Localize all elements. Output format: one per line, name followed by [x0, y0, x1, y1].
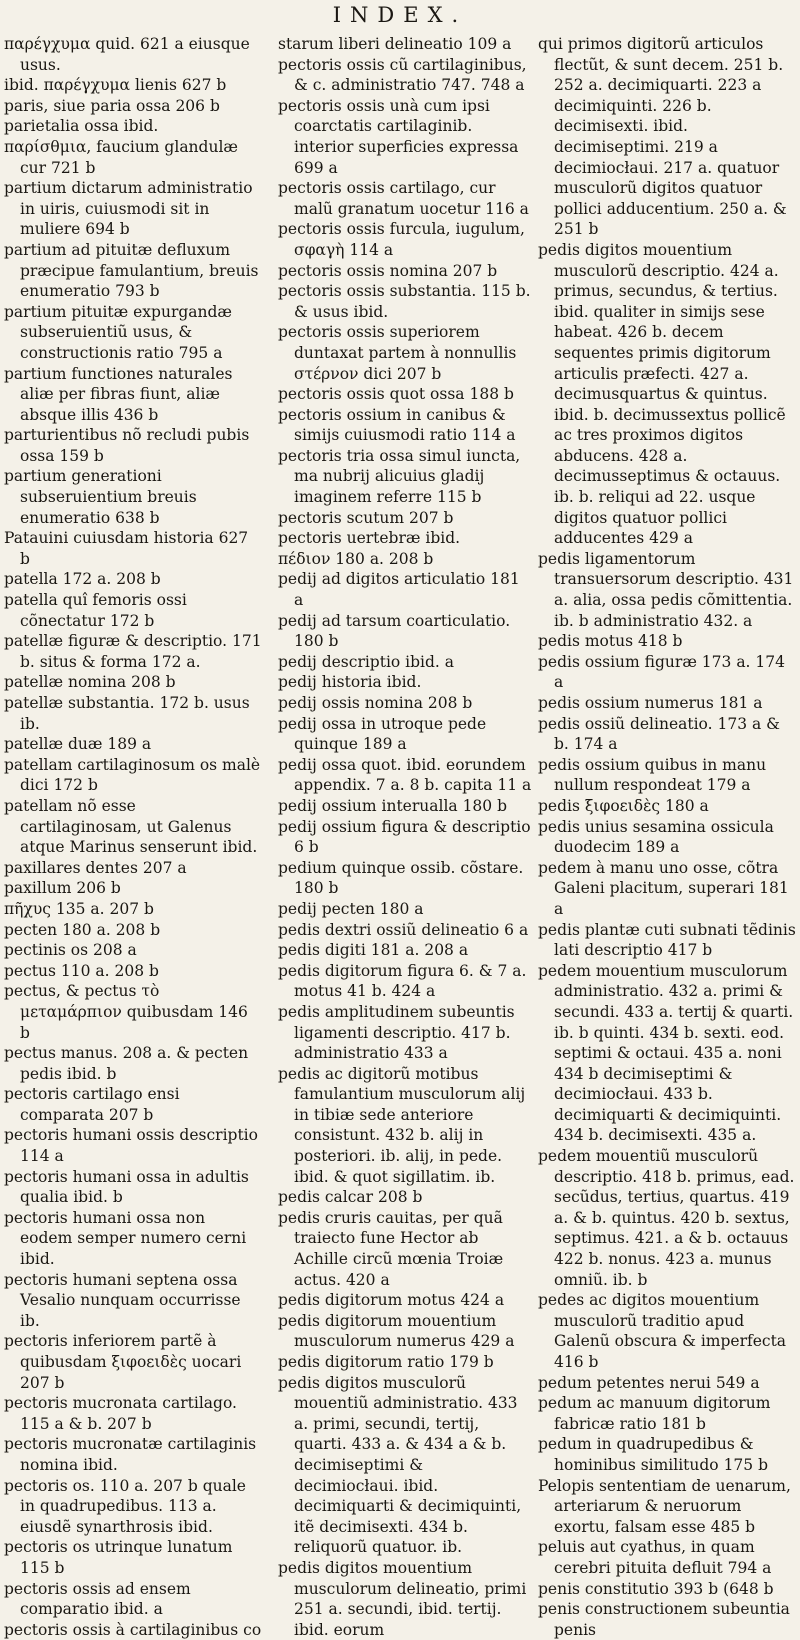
index-entry: pedium quinque ossib. cõstare. 180 b: [278, 858, 524, 898]
index-entry: pectoris ossis ad ensem comparatio ibid. a: [4, 1579, 191, 1619]
index-entry: pectoris humani septena ossa Vesalio nunquam occurrisse ib.: [4, 1270, 241, 1330]
index-entry: ibid. παρέγχυμα lienis 627 b: [4, 76, 227, 95]
index-entry: partium functiones naturales aliæ per fibras fiunt, aliæ absque illis 436 b: [4, 364, 233, 424]
index-entry: pedum petentes nerui 549 a: [538, 1373, 760, 1392]
index-entry: pedis cruris cauitas, per quã traiecto fune Hector ab Achille circũ mœnia Troiæ actus. 420 a: [278, 1208, 504, 1289]
index-entry: παρέγχυμα quid. 621 a eiusque usus.: [4, 35, 250, 74]
index-entry: pectoris mucronata cartilago. 115 a & b. 207 b: [4, 1394, 237, 1433]
index-entry: pedij pecten 180 a: [278, 899, 424, 918]
index-entry: patellæ substantia. 172 b. usus ib.: [4, 694, 250, 733]
index-entry: pectoris humani ossis descriptio 114 a: [4, 1126, 258, 1166]
index-entry: pedis digitos mouentium musculorũ descriptio. 424 a. primus, secundus, & tertius. ibid. qualiter in simijs sese habeat. 426 b. decem sequentes primis digitorum articulis præfecti. 427 a. decimusquartus & quintus. ibid. b. decimussextus pollicẽ ac tres proximos digitos abducens. 428 a. decimusseptimus & octauus. ib. b. reliqui ad 22. usque digitos quatuor pollici adducentes 429 a: [538, 240, 786, 548]
index-entry: pectoris mucronatæ cartilaginis nomina ibid.: [4, 1435, 257, 1474]
index-entry: pedis ξιφοειδὲς 180 a: [538, 796, 709, 815]
index-column-middle: [278, 34, 532, 1639]
index-entry: pedij ossium figura & descriptio 6 b: [278, 817, 531, 857]
index-entry: παρίσθμια, faucium glandulæ cur 721 b: [4, 137, 238, 177]
index-entry: pectus manus. 208 a. & pecten pedis ibid. b: [4, 1044, 249, 1083]
index-entry: partium dictarum administratio in uiris, cuiusmodi sit in muliere 694 b: [4, 179, 253, 239]
index-entry: pedum in quadrupedibus & hominibus similitudo 175 b: [538, 1435, 769, 1474]
index-entry: pedis ligamentorum transuersorum descriptio. 431 a. alia, ossa pedis cõmittentia. ib. b administratio 432. a: [538, 549, 794, 630]
index-entry: pectoris ossis superiorem duntaxat partem à nonnullis στέρνον dici 207 b: [278, 323, 517, 383]
index-entry: paxillares dentes 207 a: [4, 858, 187, 877]
index-entry: pedis digiti 181 a. 208 a: [278, 941, 469, 960]
index-entry: pedis ac digitorũ motibus famulantium musculorum alij in tibiæ sede anteriore consistunt. 432 b. alij in posteriori. ib. alij, in pede. ibid. & quot sigillatim. ib.: [278, 1064, 526, 1186]
index-entry: pedis amplitudinem subeuntis ligamenti descriptio. 417 b. administratio 433 a: [278, 1002, 515, 1063]
index-entry: pectoris inferiorem partẽ à quibusdam ξιφοειδὲς uocari 207 b: [4, 1332, 242, 1392]
index-entry: peluis aut cyathus, in quam cerebri pituita defluit 794 a: [538, 1538, 772, 1577]
index-entry: pedis motus 418 b: [538, 632, 683, 651]
index-entry: pedis digitorum ratio 179 b: [278, 1353, 494, 1371]
index-entry: partium ad pituitæ defluxum præcipue famulantium, breuis enumeratio 793 b: [4, 240, 259, 301]
index-entry: pecten 180 a. 208 b: [4, 920, 161, 939]
index-entry: pedem à manu uno osse, cõtra Galeni placitum, superari 181 a: [538, 858, 789, 918]
index-entry: pedis digitorum figura 6. & 7 a. motus 41 b. 424 a: [278, 961, 527, 1001]
index-entry: paxillum 206 b: [4, 879, 121, 898]
index-entry: pedis ossium quibus in manu nullum respondeat 179 a: [538, 755, 767, 795]
index-entry: pectoris uertebræ ibid.: [278, 529, 461, 548]
index-entry: pedij descriptio ibid. a: [278, 652, 455, 671]
index-entry: patellam cartilaginosum os malè dici 172 b: [4, 755, 261, 795]
index-entry: pectoris os. 110 a. 207 b quale in quadrupedibus. 113 a. eiusdẽ synarthrosis ibid.: [4, 1476, 246, 1536]
index-entry: pedes ac digitos mouentium musculorũ traditio apud Galenũ obscura & imperfecta 416 b: [538, 1291, 787, 1371]
index-entry: pedij ad tarsum coarticulatio. 180 b: [278, 611, 511, 651]
index-entry: pectoris humani ossa non eodem semper numero cerni ibid.: [4, 1208, 247, 1269]
index-entry: patellæ figuræ & descriptio. 171 b. situs & forma 172 a.: [4, 632, 262, 671]
index-entry: pedem mouentiũ musculorũ descriptio. 418 b. primus, ead. secũdus, tertius, quartus. 419 a. & b. quintus. 420 b. sextus, septimus. 421. a & b. octauus 422 b. nonus. 423 a. munus omniũ. ib. b: [538, 1147, 795, 1289]
index-entry: partium generationi subseruientium breuis enumeratio 638 b: [4, 467, 197, 527]
index-entry: pedis ossiũ delineatio. 173 a & b. 174 a: [538, 714, 780, 754]
index-entry: pedij ossa in utroque pede quinque 189 a: [278, 714, 487, 754]
index-entry: pedij ad digitos articulatio 181 a: [278, 570, 520, 610]
index-column-right: [538, 34, 796, 1639]
index-entry: pedis digitorum motus 424 a: [278, 1291, 505, 1310]
index-entry: paris, siue paria ossa 206 b: [4, 96, 220, 115]
index-entry: pectoris os utrinque lunatum 115 b: [4, 1538, 233, 1577]
index-entry: pectoris ossis furcula, iugulum, σφαγὴ 114 a: [278, 220, 525, 259]
index-entry: parturientibus nõ recludi pubis ossa 159 b: [4, 426, 250, 465]
index-entry: pedis ossium numerus 181 a: [538, 694, 763, 712]
index-entry: pedij historia ibid.: [278, 673, 422, 692]
index-entry: pectus, & pectus τὸ μεταμάρπιον quibusdam 146 b: [4, 982, 248, 1042]
index-entry: pectoris ossis à cartilaginibus co: [4, 1620, 262, 1639]
index-entry: pectoris ossis nomina 207 b: [278, 261, 498, 280]
index-entry: patellæ duæ 189 a: [4, 735, 152, 754]
index-entry: pedis digitorum mouentium musculorum numerus 429 a: [278, 1311, 515, 1351]
index-entry: qui primos digitorũ articulos flectũt, & sunt decem. 251 b. 252 a. decimiquarti. 223 a decimiquinti. 226 b. decimisexti. ibid. decimiseptimi. 219 a decimiocłaui. 217 a. quatuor musculorũ digitos quatuor pollici adducentium. 250 a. & 251 b: [538, 35, 787, 239]
index-entry: pedum ac manuum digitorum fabricæ ratio 181 b: [538, 1394, 771, 1433]
index-entry: penis constructionem subeuntia penis: [538, 1600, 790, 1639]
index-entry: pedis digitos musculorũ mouentiũ administratio. 433 a. primi, secundi, tertij, quarti. 433 a. & 434 a & b. decimiseptimi & decimiocłaui. ibid. decimiquarti & decimiquinti, itẽ decimisexti. 434 b. reliquorũ quatuor. ib.: [278, 1373, 522, 1557]
index-entry: patellæ nomina 208 b: [4, 673, 176, 692]
index-entry: pectoris ossis quot ossa 188 b: [278, 385, 514, 404]
index-entry: pectoris ossis cũ cartilaginibus, & c. administratio 747. 748 a: [278, 55, 527, 95]
index-entry: πέδιον 180 a. 208 b: [278, 549, 434, 568]
index-entry: parietalia ossa ibid.: [4, 117, 159, 136]
index-entry: pedij ossium interualla 180 b: [278, 796, 508, 815]
index-entry: pectus 110 a. 208 b: [4, 961, 159, 980]
index-entry: pectoris tria ossa simul iuncta, ma nubrij alicuius gladij imaginem referre 115 b: [278, 446, 521, 507]
index-entry: pectoris ossium in canibus & simijs cuiusmodi ratio 114 a: [278, 405, 516, 445]
page-header: INDEX.: [332, 3, 468, 27]
index-entry: pectoris scutum 207 b: [278, 508, 454, 527]
index-entry: pedis ossium figuræ 173 a. 174 a: [538, 652, 786, 692]
index-entry: pedij ossa quot. ibid. eorundem appendix. 7 a. 8 b. capita 11 a: [278, 755, 532, 795]
index-entry: patella 172 a. 208 b: [4, 570, 161, 589]
index-entry: pectinis os 208 a: [4, 941, 137, 960]
index-entry: pedis calcar 208 b: [278, 1188, 423, 1207]
index-entry: pectoris cartilago ensi comparata 207 b: [4, 1085, 180, 1124]
index-entry: pedij ossis nomina 208 b: [278, 694, 473, 712]
index-entry: pectoris ossis substantia. 115 b. & usus ibid.: [278, 282, 531, 321]
index-entry: patella quî femoris ossi cõnectatur 172 b: [4, 591, 187, 630]
index-entry: pectoris ossis unà cum ipsi coarctatis cartilaginib. interior superficies expressa 699 a: [278, 96, 519, 177]
index-entry: pedis unius sesamina ossicula duodecim 189 a: [538, 817, 774, 857]
index-entry: partium pituitæ expurgandæ subseruientiũ usus, & constructionis ratio 795 a: [4, 302, 233, 362]
index-entry: pedis dextri ossiũ delineatio 6 a: [278, 920, 529, 939]
index-entry: Patauini cuiusdam historia 627 b: [4, 529, 249, 568]
index-entry: pectoris ossis cartilago, cur malũ granatum uocetur 116 a: [278, 179, 529, 218]
index-entry: penis constitutio 393 b (648 b: [538, 1579, 774, 1598]
index-entry: pectoris humani ossa in adultis qualia ibid. b: [4, 1167, 249, 1207]
index-entry: pedem mouentium musculorum administratio. 432 a. primi & secundi. 433 a. tertij & quarti. ib. b quinti. 434 b. sexti. eod. septimi & octaui. 435 a. noni 434 b decimiseptimi & decimiocłaui. 433 b. decimiquarti & decimiquinti. 434 b. decimisexti. 435 a.: [538, 961, 794, 1145]
index-entry: pedis plantæ cuti subnati tẽdinis lati descriptio 417 b: [538, 920, 796, 960]
index-column-left: [4, 34, 262, 1639]
index-entry: starum liberi delineatio 109 a: [278, 35, 512, 53]
index-entry: Pelopis sententiam de uenarum, arteriarum & neruorum exortu, falsam esse 485 b: [538, 1476, 791, 1536]
index-entry: patellam nõ esse cartilaginosam, ut Galenus atque Marinus senserunt ibid.: [4, 796, 258, 857]
index-entry: pedis digitos mouentium musculorum delineatio, primi 251 a. secundi, ibid. tertij. ibid. eorum: [278, 1558, 527, 1639]
index-entry: πῆχυς 135 a. 207 b: [4, 899, 154, 918]
